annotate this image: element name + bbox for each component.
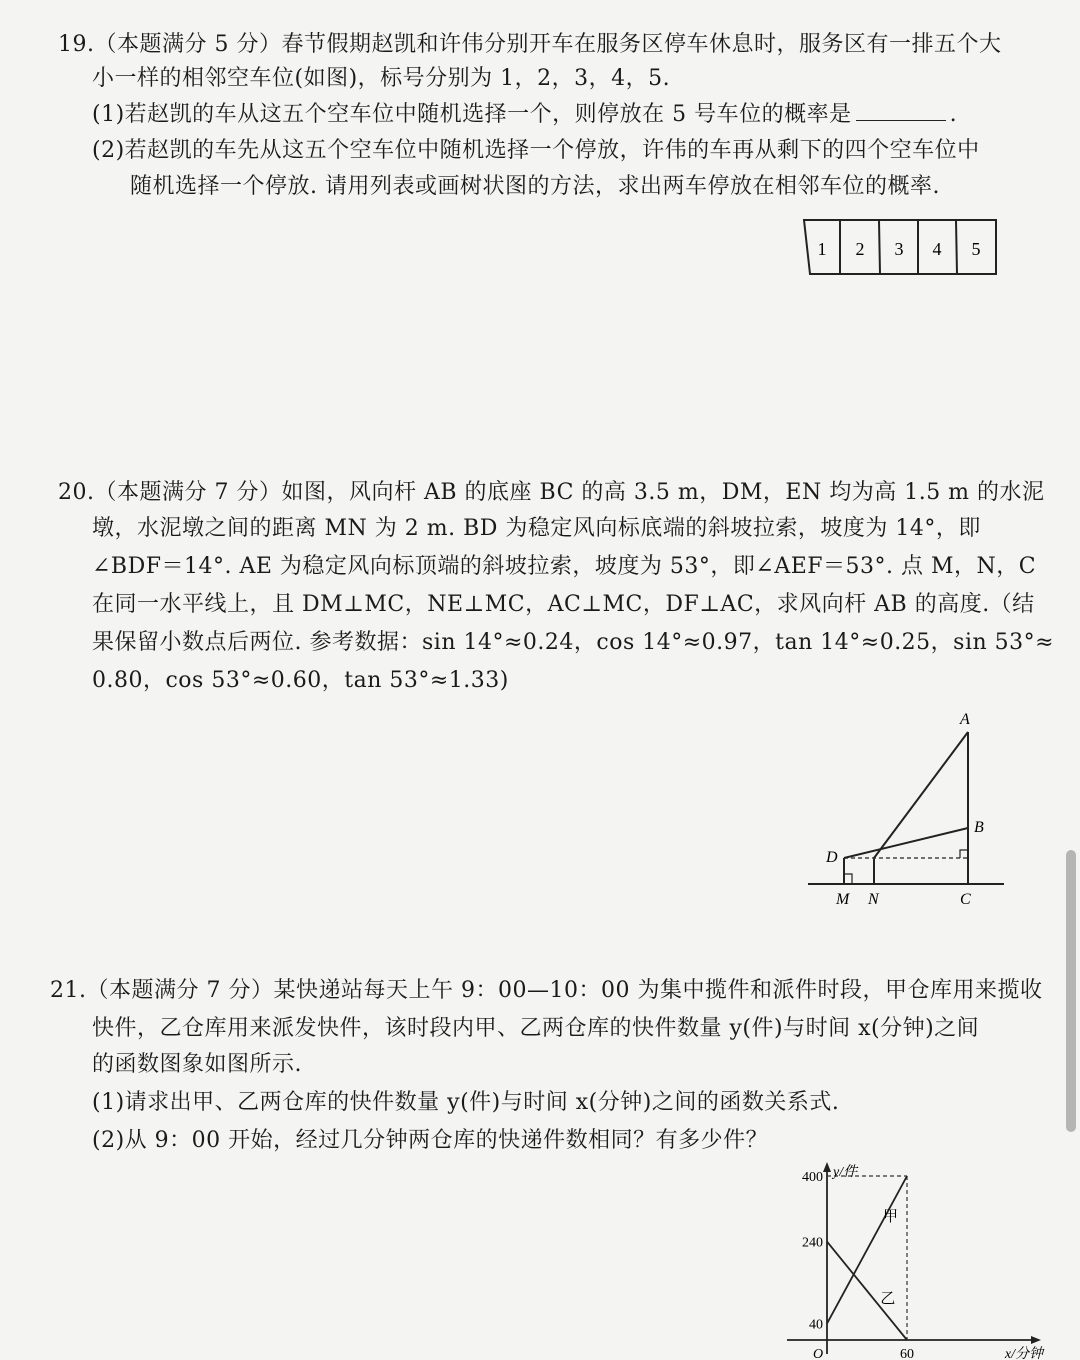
series-label-2: 乙 bbox=[880, 1291, 896, 1307]
q20-stem-line6: 0.80，cos 53°≈0.60，tan 53°≈1.33) bbox=[92, 668, 509, 693]
y-tick-label: 240 bbox=[802, 1235, 823, 1251]
wind-pole-figure bbox=[800, 706, 1010, 912]
origin-label: O bbox=[813, 1347, 824, 1360]
q21-part2: (2)从 9：00 开始，经过几分钟两仓库的快递件数相同？有多少件？ bbox=[92, 1128, 769, 1153]
q21-part1: (1)请求出甲、乙两仓库的快件数量 y(件)与时间 x(分钟)之间的函数关系式. bbox=[92, 1090, 840, 1115]
cable-BD bbox=[844, 828, 968, 858]
slot-divider bbox=[879, 220, 880, 274]
q20-stem-line1: 20.（本题满分 7 分）如图，风向杆 AB 的底座 BC 的高 3.5 m，DM，EN 均为高 1.5 m 的水泥 bbox=[58, 480, 1045, 505]
q19-part2-line2: 随机选择一个停放. 请用列表或画树状图的方法，求出两车停放在相邻车位的概率. bbox=[130, 174, 940, 199]
q19-part1 bbox=[92, 100, 957, 130]
q21-stem-line2: 快件，乙仓库用来派发快件，该时段内甲、乙两仓库的快件数量 y(件)与时间 x(分钟)之间 bbox=[92, 1016, 980, 1041]
slot-divider bbox=[956, 220, 957, 274]
q21-stem-line3: 的函数图象如图所示. bbox=[92, 1052, 302, 1077]
slot-label-1: 1 bbox=[817, 239, 827, 259]
right-angle-mark bbox=[844, 874, 852, 884]
function-graph bbox=[775, 1160, 1045, 1360]
point-label-N: N bbox=[868, 891, 879, 908]
right-angle-mark bbox=[960, 850, 968, 858]
slot-label-2: 2 bbox=[855, 239, 865, 259]
point-label-A: A bbox=[960, 711, 970, 728]
y-tick-label: 40 bbox=[809, 1317, 823, 1333]
point-label-D: D bbox=[826, 849, 838, 866]
slot-label-4: 4 bbox=[932, 239, 942, 259]
x-tick-label: 60 bbox=[900, 1347, 914, 1360]
q20-stem-line5: 果保留小数点后两位. 参考数据：sin 14°≈0.24，cos 14°≈0.97，tan 14°≈0.25，sin 53°≈ bbox=[92, 630, 1055, 655]
point-label-B: B bbox=[974, 819, 984, 836]
slot-label-3: 3 bbox=[894, 239, 904, 259]
q20-stem-line2: 墩，水泥墩之间的距离 MN 为 2 m. BD 为稳定风向标底端的斜坡拉索，坡度为 14°，即 bbox=[92, 516, 981, 541]
q20-stem-line3: ∠BDF＝14°. AE 为稳定风向标顶端的斜坡拉索，坡度为 53°，即∠AEF＝53°. 点 M，N，C bbox=[92, 554, 1037, 579]
q19-part1-end: . bbox=[949, 102, 958, 127]
answer-blank bbox=[856, 102, 946, 121]
y-tick-label: 400 bbox=[802, 1170, 823, 1185]
series-label-1: 甲 bbox=[883, 1209, 899, 1225]
y-axis-arrow bbox=[823, 1162, 831, 1172]
scrollbar[interactable] bbox=[1064, 0, 1080, 1360]
q20-stem-line4: 在同一水平线上，且 DM⊥MC，NE⊥MC，AC⊥MC，DF⊥AC，求风向杆 AB 的高度.（结 bbox=[92, 592, 1035, 617]
q21-stem-line1: 21.（本题满分 7 分）某快递站每天上午 9：00—10：00 为集中揽件和派件时段，甲仓库用来揽收 bbox=[50, 978, 1043, 1003]
slot-label-5: 5 bbox=[971, 239, 981, 259]
y-axis-title: y/件 bbox=[833, 1165, 858, 1180]
parking-slots-figure bbox=[802, 218, 998, 276]
q19-stem-line1: 19.（本题满分 5 分）春节假期赵凯和许伟分别开车在服务区停车休息时，服务区有一排五个大 bbox=[58, 32, 1002, 57]
x-axis-title: x/分钟 bbox=[1004, 1347, 1043, 1360]
scrollbar-thumb[interactable] bbox=[1066, 850, 1076, 1132]
q19-part1-text: (1)若赵凯的车从这五个空车位中随机选择一个，则停放在 5 号车位的概率是 bbox=[92, 102, 852, 127]
q19-part2-line1: (2)若赵凯的车先从这五个空车位中随机选择一个停放，许伟的车再从剩下的四个空车位中 bbox=[92, 138, 980, 163]
point-label-C: C bbox=[960, 891, 971, 908]
x-axis-arrow bbox=[1031, 1336, 1041, 1344]
point-label-M: M bbox=[836, 891, 850, 908]
q19-stem-line2: 小一样的相邻空车位(如图)，标号分别为 1，2，3，4，5. bbox=[92, 66, 671, 91]
